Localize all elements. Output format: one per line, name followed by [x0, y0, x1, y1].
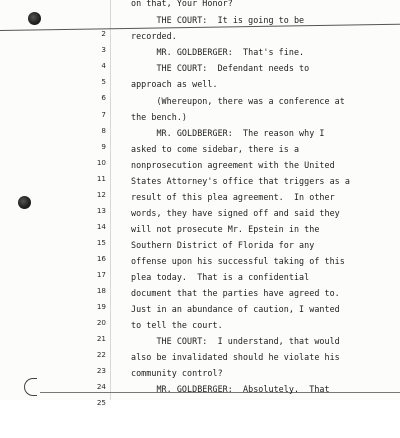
line-text: MR. GOLDBERGER: That's fine.	[131, 47, 305, 57]
line-text: result of this plea agreement. In other	[131, 192, 335, 202]
line-number: 24	[96, 382, 106, 391]
line-number: 22	[96, 350, 106, 359]
line-number: 9	[101, 142, 106, 151]
line-text: MR. GOLDBERGER: Absolutely. That	[131, 384, 330, 394]
line-number: 15	[96, 238, 106, 247]
line-text: will not prosecute Mr. Epstein in the	[131, 224, 320, 234]
line-text: (Whereupon, there was a conference at	[131, 96, 345, 106]
line-number: 12	[96, 190, 106, 199]
line-number: 13	[96, 206, 106, 215]
line-text: Southern District of Florida for any	[131, 240, 315, 250]
line-number: 10	[96, 158, 106, 167]
line-text: words, they have signed off and said they	[131, 208, 340, 218]
line-number: 3	[101, 45, 106, 54]
line-number: 6	[101, 93, 106, 102]
line-text: MR. GOLDBERGER: The reason why I	[131, 128, 325, 138]
line-number: 14	[96, 222, 106, 231]
line-number: 20	[96, 318, 106, 327]
line-number: 2	[101, 29, 106, 38]
line-number: 11	[96, 174, 106, 183]
transcript-line	[0, 382, 400, 407]
line-number: 7	[101, 110, 106, 119]
line-text: offense upon his successful taking of this	[131, 256, 345, 266]
line-text: to tell the court.	[131, 320, 223, 330]
line-text: plea today. That is a confidential	[131, 272, 310, 282]
line-text: States Attorney's office that triggers as a	[131, 176, 350, 186]
line-number: 8	[101, 126, 106, 135]
line-text: asked to come sidebar, there is a	[131, 144, 300, 154]
line-text: THE COURT: I understand, that would	[131, 336, 340, 346]
line-text: recorded.	[131, 31, 177, 41]
line-text: THE COURT: Defendant needs to	[131, 63, 310, 73]
transcript-line	[0, 0, 400, 10]
line-number: 16	[96, 254, 106, 263]
line-number: 18	[96, 286, 106, 295]
line-number: 5	[101, 77, 106, 86]
line-text: the bench.)	[131, 112, 188, 122]
line-number: 19	[96, 302, 106, 311]
line-number: 25	[96, 398, 106, 407]
line-number: 4	[101, 61, 106, 70]
line-text: document that the parties have agreed to.	[131, 288, 340, 298]
line-text: on that, Your Honor?	[131, 0, 233, 8]
line-number: 21	[96, 334, 106, 343]
line-text: approach as well.	[131, 79, 218, 89]
line-number: 23	[96, 366, 106, 375]
line-text: nonprosecution agreement with the United	[131, 160, 335, 170]
line-text: Just in an abundance of caution, I wanted	[131, 304, 340, 314]
line-text: also be invalidated should he violate his	[131, 352, 340, 362]
line-text: community control?	[131, 368, 223, 378]
line-text: THE COURT: It is going to be	[131, 15, 305, 25]
line-number: 17	[96, 270, 106, 279]
